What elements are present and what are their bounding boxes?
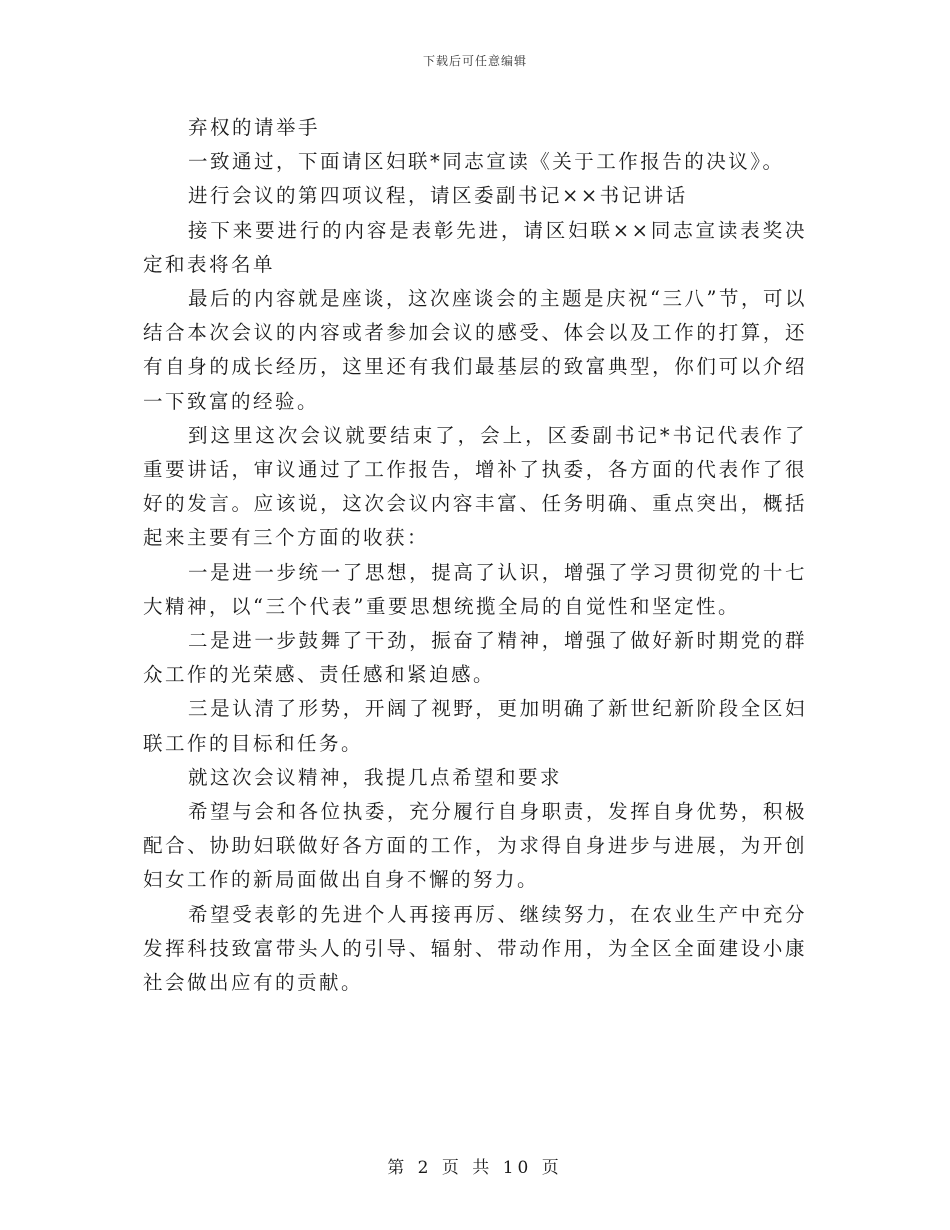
page-number-footer: 第 2 页 共 10 页: [387, 1158, 563, 1178]
paragraph: 希望受表彰的先进个人再接再厉、继续努力，在农业生产中充分发挥科技致富带头人的引导、辐射、带动作用，为全区全面建设小康社会做出应有的贡献。: [143, 902, 807, 995]
paragraph: 希望与会和各位执委，充分履行自身职责，发挥自身优势，积极配合、协助妇联做好各方面的工作，为求得自身进步与进展，为开创妇女工作的新局面做出自身不懈的努力。: [143, 800, 807, 892]
paragraph: 最后的内容就是座谈，这次座谈会的主题是庆祝“三八”节，可以结合本次会议的内容或者参加会议的感受、体会以及工作的打算，还有自身的成长经历，这里还有我们最基层的致富典型，你们可以介绍一下致富的经验。: [143, 287, 807, 413]
paragraph: 接下来要进行的内容是表彰先进，请区妇联××同志宣读表奖决定和表将名单: [143, 218, 807, 276]
paragraph: 三是认清了形势，开阔了视野，更加明确了新世纪新阶段全区妇联工作的目标和任务。: [143, 697, 807, 755]
paragraph: 二是进一步鼓舞了干劲，振奋了精神，增强了做好新时期党的群众工作的光荣感、责任感和紧迫感。: [143, 629, 807, 687]
paragraph: 进行会议的第四项议程，请区委副书记××书记讲话: [188, 184, 688, 208]
paragraph: 一是进一步统一了思想，提高了认识，增强了学习贯彻党的十七大精神，以“三个代表”重要思想统揽全局的自觉性和坚定性。: [143, 560, 807, 618]
paragraph: 一致通过，下面请区妇联*同志宣读《关于工作报告的决议》。: [188, 150, 785, 174]
paragraph: 弃权的请举手: [188, 116, 321, 139]
page-header: 下载后可任意编辑: [422, 54, 527, 68]
paragraph: 就这次会议精神，我提几点希望和要求: [188, 765, 563, 789]
paragraph: 到这里这次会议就要结束了，会上，区委副书记*书记代表作了重要讲话，审议通过了工作报告，增补了执委，各方面的代表作了很好的发言。应该说，这次会议内容丰富、任务明确、重点突出，概括起来主要有三个方面的收获：: [143, 423, 807, 550]
document-body: [143, 111, 807, 1000]
